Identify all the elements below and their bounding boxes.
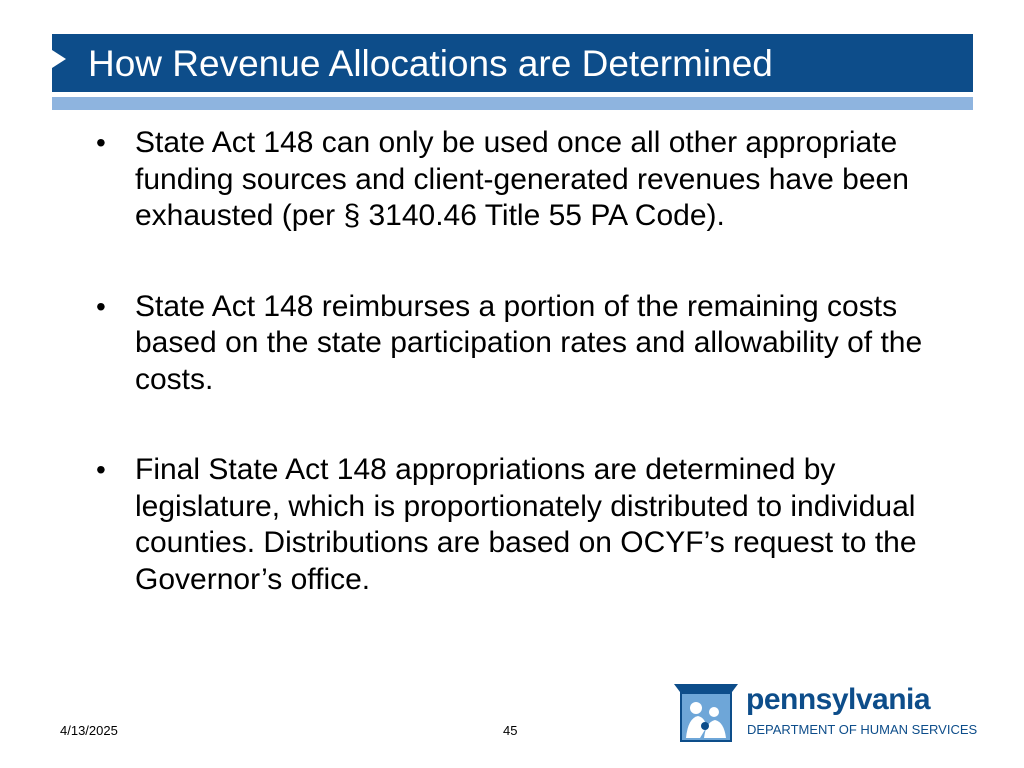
bullet-icon: • [96,454,106,485]
title-arrow-icon [52,50,66,68]
slide-title: How Revenue Allocations are Determined [88,43,773,84]
page-number: 45 [503,723,518,738]
keystone-logo-icon [672,682,740,744]
bullet-text: State Act 148 reimburses a portion of the remaining costs based on the state participation rates and allowability of the costs. [135,289,923,396]
bullet-item [96,289,936,399]
bullet-icon: • [96,127,106,158]
logo-department: DEPARTMENT OF HUMAN SERVICES [747,722,978,737]
bullet-item [96,125,936,235]
bullet-list [96,125,936,652]
footer-date: 4/13/2025 [60,723,118,738]
bullet-icon: • [96,290,106,322]
logo-name: pennsylvania [746,683,931,716]
bullet-text: Final State Act 148 appropriations are determined by legislature, which is proportionately distributed to individual counties. Distributions are based on OCYF’s request to the Governor’s office. [135,453,917,596]
bullet-text: State Act 148 can only be used once all other appropriate funding sources and client-generated revenues have been exhausted (per § 3140.46 Title 55 PA Code). [135,126,909,232]
title-underline [52,97,973,110]
bullet-item [96,452,936,598]
pa-dhs-logo [672,682,977,744]
